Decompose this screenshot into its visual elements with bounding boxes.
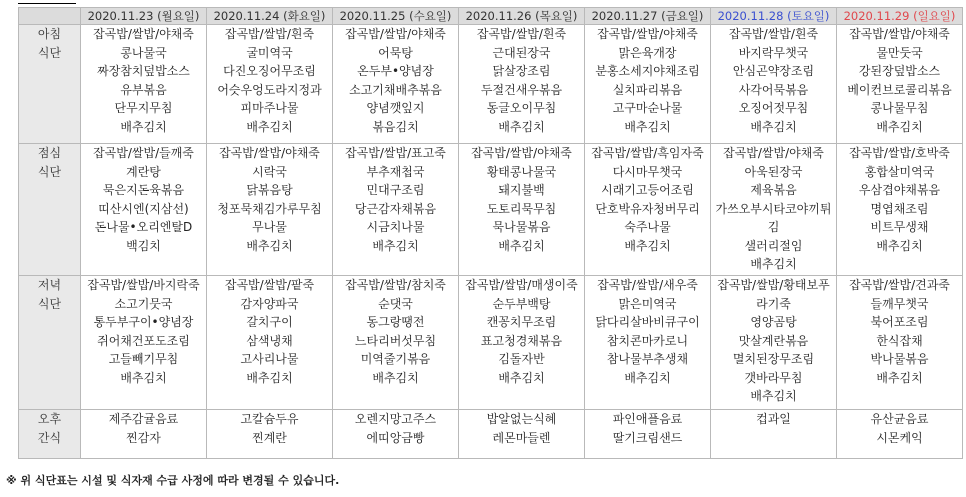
- menu-cell: [711, 410, 837, 459]
- menu-item: 잡곡밥/쌀밥/야채죽: [345, 27, 446, 41]
- menu-item: 닭살장조림: [492, 64, 551, 78]
- menu-item: 갯바라무침: [744, 370, 803, 385]
- menu-item: 시래기고등어조림: [601, 183, 694, 197]
- meal-row-label-line: 점심: [37, 146, 62, 160]
- menu-item: 김돌자반: [498, 352, 545, 366]
- menu-item: 잡곡밥/쌀밥/야채죽: [471, 146, 572, 160]
- menu-item: 고사리나물: [240, 352, 299, 366]
- menu-item: 비트무생채: [870, 220, 929, 234]
- menu-cell: [459, 144, 585, 276]
- header-day: 2020.11.24 (화요일): [207, 8, 333, 25]
- menu-item: 잡곡밥/쌀밥/견과죽: [849, 278, 950, 292]
- menu-cell: [711, 25, 837, 144]
- header-day: 2020.11.27 (금요일): [585, 8, 711, 25]
- menu-item: 오렌지망고주스: [354, 412, 437, 426]
- footnote: ※ 위 식단표는 시설 및 식자재 수급 사정에 따라 변경될 수 있습니다.: [6, 474, 340, 487]
- menu-item: 분홍소세지야채조림: [595, 64, 700, 78]
- menu-item: 시락국: [252, 164, 287, 179]
- header-row: [19, 8, 963, 25]
- header-day-sunday: 2020.11.29 (일요일): [837, 8, 963, 25]
- menu-item: 배추김치: [498, 119, 545, 134]
- header-day: 2020.11.23 (월요일): [81, 8, 207, 25]
- menu-item: 배추김치: [498, 238, 545, 253]
- menu-item: 라기죽: [756, 296, 791, 311]
- meal-row-lunch: [19, 144, 963, 276]
- meal-row-snack: [19, 410, 963, 459]
- menu-cell: [81, 25, 207, 144]
- menu-item: 도토리묵무침: [486, 201, 557, 216]
- menu-item: 에띠앙금빵: [366, 430, 425, 445]
- menu-item: 잡곡밥/쌀밥/참치죽: [345, 278, 446, 292]
- menu-item: 파인애플음료: [612, 412, 683, 426]
- menu-cell: [711, 276, 837, 410]
- menu-item: 베이컨브로콜리볶음: [847, 82, 952, 97]
- menu-item: 배추김치: [120, 119, 167, 134]
- menu-item: 돼지불백: [498, 183, 545, 197]
- menu-item: 동글오이무침: [486, 101, 557, 115]
- menu-item: 굴미역국: [246, 45, 293, 60]
- menu-item: 맑은육개장: [618, 45, 677, 60]
- menu-item: 찐계란: [252, 430, 287, 445]
- menu-item: 숙주나물: [624, 220, 671, 234]
- menu-cell: [207, 410, 333, 459]
- menu-item: 컵과일: [756, 412, 791, 426]
- menu-item: 잡곡밥/쌀밥/야채죽: [849, 27, 950, 41]
- menu-item: 단무지무침: [114, 101, 173, 115]
- menu-item: 닭다리살바비큐구이: [595, 315, 700, 329]
- menu-item: 소고기뭇국: [114, 296, 173, 311]
- menu-cell: [81, 144, 207, 276]
- menu-item: 고들빼기무침: [108, 352, 179, 366]
- menu-item: 실치파리볶음: [612, 82, 683, 97]
- menu-item: 유부볶음: [120, 82, 167, 97]
- menu-item: 백김치: [126, 238, 161, 253]
- menu-item: 들깨무챗국: [870, 296, 929, 311]
- menu-item: 잡곡밥/쌀밥/야채죽: [219, 146, 320, 160]
- menu-item: 잡곡밥/쌀밥/표고죽: [345, 146, 446, 160]
- menu-item: 안심곤약장조림: [732, 64, 815, 78]
- menu-item: 배추김치: [624, 119, 671, 134]
- menu-item: 짜장참치덮밥소스: [97, 64, 190, 78]
- menu-item: 시몬케익: [876, 430, 923, 445]
- menu-item: 배추김치: [246, 238, 293, 253]
- header-day-saturday: 2020.11.28 (토요일): [711, 8, 837, 25]
- menu-item: 볶음김치: [372, 119, 419, 134]
- menu-item: 미역줄기볶음: [360, 352, 431, 366]
- menu-item: 콩나물무침: [870, 101, 929, 115]
- menu-cell: [207, 276, 333, 410]
- menu-cell: [459, 25, 585, 144]
- menu-item: 배추김치: [624, 370, 671, 385]
- menu-item: 잡곡밥/쌀밥/야채죽: [723, 146, 824, 160]
- menu-item: 레몬마들렌: [492, 430, 551, 445]
- menu-item: 아욱된장국: [744, 164, 803, 179]
- meal-row-label-line: 식단: [37, 164, 62, 179]
- meal-row-breakfast: [19, 25, 963, 144]
- menu-item: 어묵탕: [378, 45, 413, 60]
- menu-item: 유산균음료: [870, 412, 929, 426]
- menu-item: 통두부구이•양념장: [93, 315, 194, 329]
- menu-item: 두절건새우볶음: [480, 82, 563, 97]
- menu-item: 순두부백탕: [492, 296, 551, 311]
- menu-item: 황태콩나물국: [486, 164, 557, 179]
- menu-item: 배추김치: [876, 370, 923, 385]
- menu-item: 맑은미역국: [618, 296, 677, 311]
- menu-item: 동그랑땡전: [366, 315, 425, 329]
- meal-row-label-line: 간식: [37, 430, 62, 445]
- menu-item: 바지락무챗국: [738, 45, 809, 60]
- menu-item: 양념깻잎지: [366, 101, 425, 115]
- menu-item: 맛살계란볶음: [738, 333, 809, 348]
- menu-item: 부추재첩국: [366, 164, 425, 179]
- meal-row-label-line: 아침: [37, 27, 62, 41]
- menu-item: 민대구조림: [366, 183, 425, 197]
- menu-item: 청포묵채김가루무침: [217, 201, 322, 216]
- menu-item: 잡곡밥/쌀밥/야채죽: [93, 27, 194, 41]
- header-day: 2020.11.25 (수요일): [333, 8, 459, 25]
- menu-cell: [585, 276, 711, 410]
- menu-item: 캔꽁치무조림: [486, 315, 557, 329]
- top-rule: [18, 3, 76, 4]
- menu-item: 우삼겹야채볶음: [858, 183, 941, 197]
- menu-item: 배추김치: [876, 119, 923, 134]
- menu-item: 참치콘마카로니: [606, 333, 689, 348]
- menu-item: 배추김치: [876, 238, 923, 253]
- menu-cell: [207, 25, 333, 144]
- menu-item: 온두부•양념장: [357, 64, 434, 78]
- menu-item: 딸기크림샌드: [612, 430, 683, 445]
- menu-cell: [333, 25, 459, 144]
- menu-item: 잡곡밥/쌀밥/흑임자죽: [591, 146, 704, 160]
- menu-cell: [837, 144, 963, 276]
- menu-item: 순댓국: [378, 296, 413, 311]
- menu-item: 묵나물볶음: [492, 220, 551, 234]
- menu-item: 삼색냉채: [246, 333, 293, 348]
- menu-item: 닭볶음탕: [246, 183, 293, 197]
- meal-row-label: [19, 144, 81, 276]
- menu-item: 계란탕: [126, 164, 161, 179]
- header-corner: [19, 8, 81, 25]
- menu-item: 잡곡밥/쌀밥/황태보푸: [717, 278, 830, 292]
- menu-item: 띠산시엔(지삼선): [98, 201, 189, 216]
- meal-row-label: [19, 25, 81, 144]
- menu-item: 잡곡밥/쌀밥/흰죽: [224, 27, 315, 41]
- menu-item: 물만둣국: [876, 45, 923, 60]
- menu-item: 샐러리절임: [744, 238, 803, 253]
- menu-cell: [81, 410, 207, 459]
- menu-cell: [585, 25, 711, 144]
- menu-item: 잡곡밥/쌀밥/바지락죽: [87, 278, 200, 292]
- menu-item: 가쓰오부시타코야끼튀: [715, 201, 832, 216]
- menu-cell: [333, 144, 459, 276]
- menu-item: 어슷우엉도라지정과: [217, 82, 322, 97]
- menu-item: 배추김치: [498, 370, 545, 385]
- menu-item: 잡곡밥/쌀밥/새우죽: [597, 278, 698, 292]
- menu-item: 배추김치: [624, 238, 671, 253]
- menu-item: 갈치구이: [246, 315, 293, 329]
- menu-item: 배추김치: [246, 370, 293, 385]
- menu-item: 돈나물•오리엔탈D: [94, 220, 193, 234]
- menu-item: 강된장덮밥소스: [858, 64, 941, 78]
- menu-item: 당근감자채볶음: [354, 201, 437, 216]
- menu-item: 잡곡밥/쌀밥/흰죽: [728, 27, 819, 41]
- menu-cell: [207, 144, 333, 276]
- menu-item: 시금치나물: [366, 220, 425, 234]
- menu-item: 고칼슘두유: [240, 412, 299, 426]
- menu-cell: [81, 276, 207, 410]
- menu-item: 멸치된장무조림: [732, 352, 815, 366]
- menu-cell: [711, 144, 837, 276]
- meal-row-label-line: 식단: [37, 296, 62, 311]
- menu-item: 배추김치: [750, 257, 797, 271]
- menu-item: 제주감귤음료: [108, 412, 179, 426]
- menu-item: 제육볶음: [750, 183, 797, 197]
- meal-row-label-line: 식단: [37, 45, 62, 60]
- meal-row-label-line: 오후: [37, 412, 62, 426]
- menu-item: 잡곡밥/쌀밥/야채죽: [597, 27, 698, 41]
- menu-item: 잡곡밥/쌀밥/호박죽: [849, 146, 950, 160]
- menu-item: 홍합살미역국: [864, 164, 935, 179]
- menu-item: 묵은지돈육볶음: [102, 183, 185, 197]
- menu-item: 잡곡밥/쌀밥/매생이죽: [465, 278, 578, 292]
- meal-row-label: [19, 410, 81, 459]
- menu-item: 느타리버섯무침: [354, 333, 437, 348]
- menu-item: 오징어젓무침: [738, 101, 809, 115]
- menu-item: 한식잡채: [876, 333, 923, 348]
- menu-item: 감자양파국: [240, 296, 299, 311]
- menu-item: 잡곡밥/쌀밥/팥죽: [224, 278, 315, 292]
- menu-cell: [585, 144, 711, 276]
- menu-item: 피마주나물: [240, 101, 299, 115]
- menu-item: 박나물볶음: [870, 352, 929, 366]
- menu-item: 콩나물국: [120, 45, 167, 60]
- menu-item: 사각어묵볶음: [738, 82, 809, 97]
- menu-cell: [333, 410, 459, 459]
- menu-item: 배추김치: [372, 370, 419, 385]
- menu-item: 근대된장국: [492, 45, 551, 60]
- menu-item: 쥐어채건포도조림: [97, 333, 190, 348]
- menu-cell: [459, 410, 585, 459]
- menu-item: 무나물: [252, 220, 287, 234]
- menu-item: 배추김치: [120, 370, 167, 385]
- menu-item: 북어포조림: [870, 315, 929, 329]
- menu-cell: [333, 276, 459, 410]
- menu-item: 참나물부추생채: [606, 352, 689, 366]
- menu-cell: [459, 276, 585, 410]
- menu-cell: [585, 410, 711, 459]
- menu-item: 다시마무챗국: [612, 164, 683, 179]
- menu-item: 밥알없는식혜: [486, 412, 557, 426]
- meal-row-label-line: 저녁: [37, 278, 62, 292]
- menu-item: 배추김치: [372, 238, 419, 253]
- meal-row-label: [19, 276, 81, 410]
- menu-item: 잡곡밥/쌀밥/흰죽: [476, 27, 567, 41]
- menu-cell: [837, 410, 963, 459]
- menu-item: 배추김치: [750, 389, 797, 403]
- menu-item: 고구마순나물: [612, 101, 683, 115]
- menu-item: 명엽채조림: [870, 201, 929, 216]
- header-day: 2020.11.26 (목요일): [459, 8, 585, 25]
- menu-item: 영양곰탕: [750, 315, 797, 329]
- menu-item: 단호박유자청버무리: [595, 201, 700, 216]
- menu-item: 다진오징어무조림: [223, 64, 316, 78]
- meal-row-dinner: [19, 276, 963, 410]
- menu-item: 잡곡밥/쌀밥/들깨죽: [93, 146, 194, 160]
- menu-cell: [837, 25, 963, 144]
- menu-item: 소고기채배추볶음: [349, 82, 442, 97]
- menu-item: 표고청경채볶음: [480, 333, 563, 348]
- weekly-menu-table: [18, 7, 963, 459]
- menu-item: 찐감자: [126, 430, 161, 445]
- menu-cell: [837, 276, 963, 410]
- menu-item: 김: [767, 220, 780, 234]
- menu-item: 배추김치: [246, 119, 293, 134]
- menu-item: 배추김치: [750, 119, 797, 134]
